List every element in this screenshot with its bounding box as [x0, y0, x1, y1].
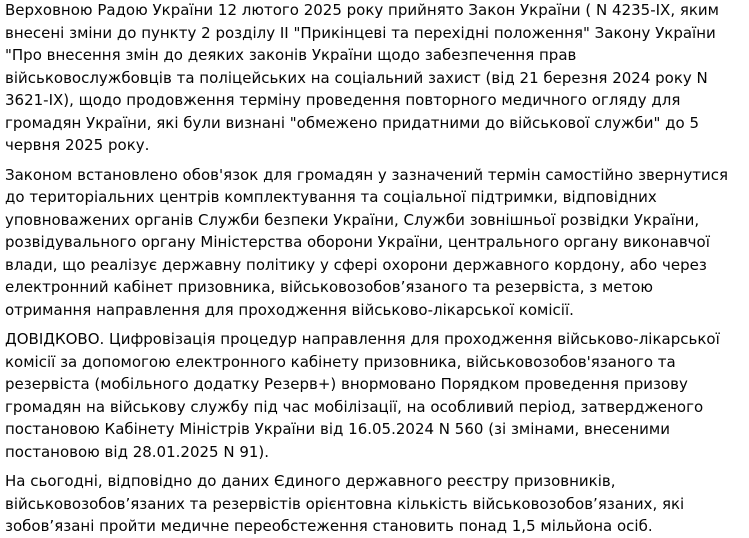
paragraph-statistics: На сьогодні, відповідно до даних Єдиного державного реєстру призовників, військовозобов’язаних та резервістів орієнтовна кількість військовозобов’язаних, які зобов’язані пройти медичне переобстеження становить понад 1,5 мільйона осіб.: [5, 472, 685, 535]
paragraph-reference: ДОВІДКОВО. Цифровізація процедур направлення для проходження військово-лікарської комісії за допомогою електронного кабінету призовника, військовозобов'язаного та резервіста (мобільного додатку Резерв+) внормовано Порядком проведення призову громадян на військову службу під час мобілізації, на особливий період, затвердженого постановою Кабінету Міністрів України від 16.05.2024 N 560 (зі змінами, внесеними постановою від 28.01.2025 N 91).: [5, 330, 720, 461]
paragraph-law-adopted: Верховною Радою України 12 лютого 2025 року прийнято Закон України ( N 4235-IX, яким внесені зміни до пункту 2 розділу II "Прикінцеві та перехідні положення" Закону України "Про внесення змін до деяких законів України щодо забезпечення прав військовослужбовців та поліцейських на соціальний захист (від 21 березня 2024 року N 3621-IX), щодо продовження терміну проведення повторного медичного огляду для громадян України, які були визнані "обмежено придатними до військової служби" до 5 червня 2025 року.: [5, 1, 720, 154]
paragraph-obligation: Законом встановлено обов'язок для громадян у зазначений термін самостійно звернутися до територіальних центрів комплектування та соціальної підтримки, відповідних уповноважених органів Служби безпеки України, Служби зовнішньої розвідки України, розвідувального органу Міністерства оборони України, центрального органу виконавчої влади, що реалізує державну політику у сфері охорони державного кордону, або через електронний кабінет призовника, військовозобов’язаного та резервіста, з метою отримання направлення для проходження військово-лікарської комісії.: [5, 165, 728, 319]
